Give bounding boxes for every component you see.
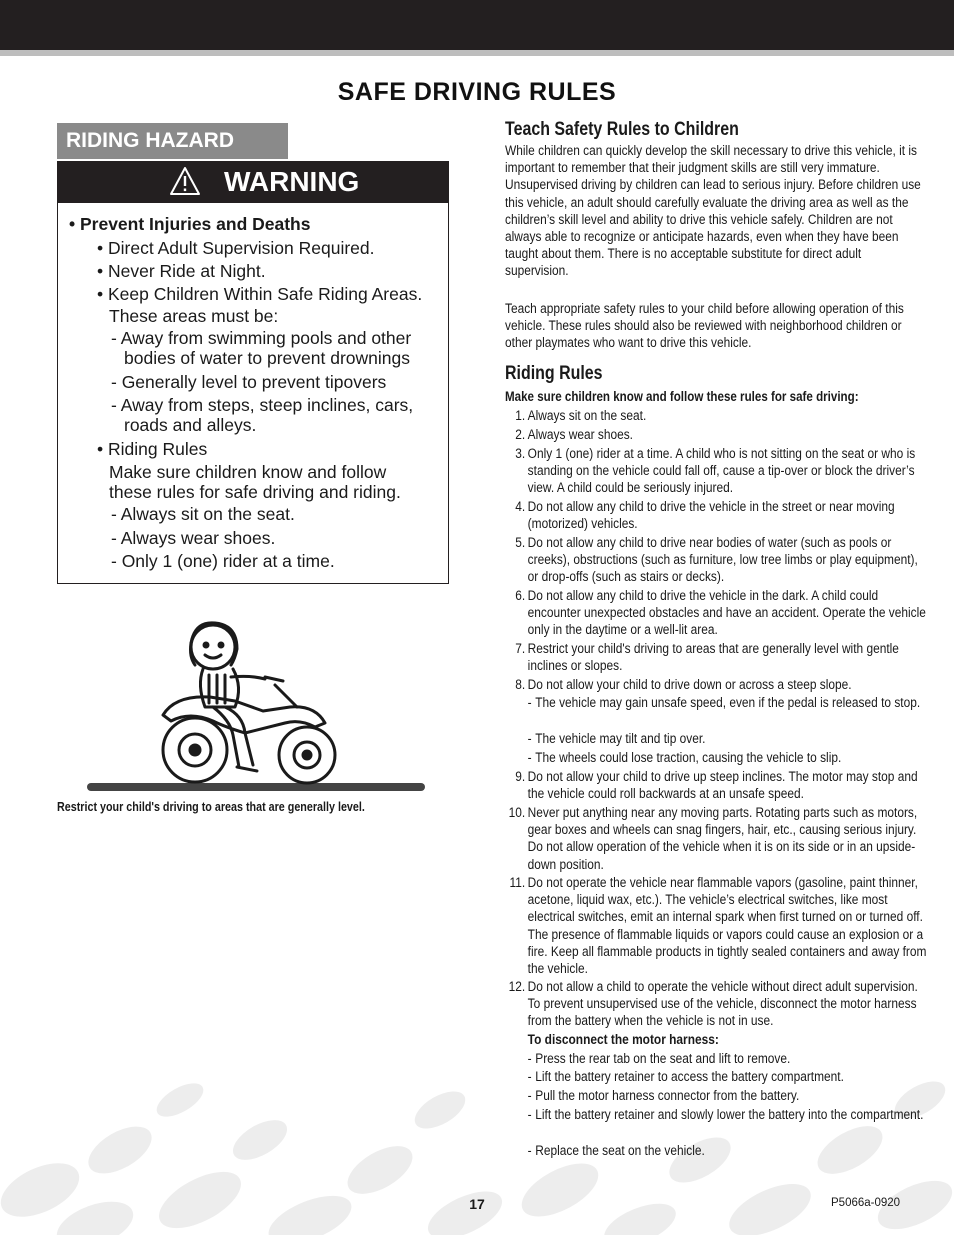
rule-number: 1. bbox=[515, 408, 526, 424]
disconnect-step-text: Lift the battery retainer and slowly lower the battery into the compartment. bbox=[535, 1107, 924, 1123]
rule-number: 4. bbox=[515, 499, 526, 515]
rule-text: Do not allow your child to drive up steep inclines. The motor may stop and the vehicle could roll backwards at an unsafe speed. bbox=[527, 769, 918, 803]
page-number: 17 bbox=[469, 1196, 485, 1212]
header-stripe bbox=[0, 50, 954, 56]
teach-paragraph: Teach appropriate safety rules to your child before allowing operation of this vehicle. These rules should also be reviewed with neighborhood children or other playmates who want to drive this vehicle. bbox=[505, 301, 904, 351]
warning-line: - Generally level to prevent tipovers bbox=[111, 372, 387, 392]
disconnect-step-text: Lift the battery retainer to access the battery compartment. bbox=[535, 1069, 844, 1085]
rule-text: Do not allow a child to operate the vehicle without direct adult supervision. To prevent unsupervised use of the vehicle, disconnect the motor harness from the battery when the vehicle is not in use. bbox=[527, 979, 918, 1030]
rule-number: 6. bbox=[515, 588, 526, 604]
rule-text: Do not allow any child to drive the vehicle in the street or near moving (motorized) vehicles. bbox=[527, 499, 895, 533]
warning-line: - Away from steps, steep inclines, cars, bbox=[111, 395, 414, 415]
warning-line: - Always sit on the seat. bbox=[111, 504, 295, 524]
riding-lead: Make sure children know and follow these rules for safe driving: bbox=[505, 389, 859, 404]
rule-number: 3. bbox=[515, 446, 526, 462]
rule-number: 7. bbox=[515, 641, 526, 657]
rule-number: 2. bbox=[515, 427, 526, 443]
teach-paragraph: While children can quickly develop the skill necessary to drive this vehicle, it is important to remember that their judgment skills are still very immature. Unsupervised driving by children can lead to serious injury. Before children use this vehicle, an adult should carefully evaluate the driving area as well as the children’s skill level and ability to drive this vehicle safely. Children are not always able to recognize or anticipate hazards, even when they have been taught about them. There is no acceptable substitute for direct adult supervision. bbox=[505, 143, 921, 280]
rule-text: Do not operate the vehicle near flammable vapors (gasoline, paint thinner, acetone, liquid wax, etc.). The vehicle’s electrical switches, like most electrical switches, emit an internal spark when first turned on or turned off. The presence of flammable liquids or vapors could cause an explosion or a fire. Keep all flammable products in tightly sealed containers and away from the vehicle. bbox=[527, 875, 927, 978]
warning-line: • Riding Rules bbox=[97, 439, 208, 459]
rule8-sub-text: The vehicle may tilt and tip over. bbox=[535, 731, 706, 747]
rule-text: Always sit on the seat. bbox=[527, 408, 647, 424]
warning-header bbox=[57, 161, 449, 203]
riding-hazard-tab: RIDING HAZARD bbox=[57, 123, 288, 159]
disconnect-step-text: Replace the seat on the vehicle. bbox=[535, 1143, 705, 1159]
rule-text: Only 1 (one) rider at a time. A child who is not sitting on the seat or who is standing on the vehicle could fall off, cause a tip-over or block the driver’s view. A child could be seriously injured. bbox=[527, 446, 916, 497]
warning-line: Make sure children know and follow bbox=[109, 462, 387, 482]
warning-line: bodies of water to prevent drownings bbox=[124, 348, 410, 368]
rule8-sub-text: The wheels could lose traction, causing the vehicle to slip. bbox=[535, 750, 842, 766]
warning-line: - Only 1 (one) rider at a time. bbox=[111, 551, 335, 571]
warning-line: these rules for safe driving and riding. bbox=[109, 482, 401, 502]
rule-text: Do not allow your child to drive down or across a steep slope. bbox=[527, 677, 852, 693]
rule-number: 9. bbox=[515, 769, 526, 785]
warning-line: • Prevent Injuries and Deaths bbox=[69, 214, 311, 234]
rule-text: Do not allow any child to drive near bodies of water (such as pools or creeks), obstructions (such as furniture, low tree limbs or play equipment), or drop-offs (such as stairs or decks). bbox=[527, 535, 918, 586]
rule-text: Do not allow any child to drive the vehicle in the dark. A child could encounter unexpected obstacles and have an accident. Operate the vehicle only in the daytime or a well-lit area. bbox=[527, 588, 926, 639]
illustration-caption: Restrict your child's driving to areas that are generally level. bbox=[57, 800, 365, 814]
rule-text: Always wear shoes. bbox=[527, 427, 633, 443]
document-code: P5066a-0920 bbox=[831, 1197, 901, 1209]
rule-number: 11. bbox=[509, 875, 526, 891]
header-bar bbox=[0, 0, 954, 50]
rule8-sub-text: The vehicle may gain unsafe speed, even if the pedal is released to stop. bbox=[535, 695, 921, 711]
rule-text: Never put anything near any moving parts. Rotating parts such as motors, gear boxes and wheels can snag fingers, hair, etc., causing serious injury. Do not allow operation of the vehicle when it is on its side or in an upside-down position. bbox=[527, 805, 918, 873]
warning-line: - Away from swimming pools and other bbox=[111, 328, 412, 348]
warning-label: WARNING bbox=[224, 166, 360, 197]
rule-text: Restrict your child's driving to areas that are generally level with gentle inclines or slopes. bbox=[527, 641, 899, 675]
warning-line: - Always wear shoes. bbox=[111, 528, 276, 548]
warning-line: • Direct Adult Supervision Required. bbox=[97, 238, 375, 258]
rule-number: 10. bbox=[508, 805, 526, 821]
rule-number: 5. bbox=[515, 535, 526, 551]
teach-heading: Teach Safety Rules to Children bbox=[505, 119, 739, 140]
riding-heading: Riding Rules bbox=[505, 363, 603, 384]
warning-line: • Never Ride at Night. bbox=[97, 261, 266, 281]
warning-triangle-icon bbox=[169, 166, 201, 196]
rule-number: 8. bbox=[515, 677, 526, 693]
page-title: SAFE DRIVING RULES bbox=[337, 78, 617, 106]
warning-line: roads and alleys. bbox=[124, 415, 257, 435]
disconnect-heading: To disconnect the motor harness: bbox=[527, 1032, 719, 1048]
rule-number: 12. bbox=[508, 979, 526, 995]
disconnect-step-text: Pull the motor harness connector from the battery. bbox=[535, 1088, 800, 1104]
warning-line: • Keep Children Within Safe Riding Areas. bbox=[97, 284, 423, 304]
disconnect-step-text: Press the rear tab on the seat and lift to remove. bbox=[535, 1051, 791, 1067]
warning-line: These areas must be: bbox=[109, 306, 279, 326]
child-on-atv-illustration bbox=[85, 615, 430, 795]
